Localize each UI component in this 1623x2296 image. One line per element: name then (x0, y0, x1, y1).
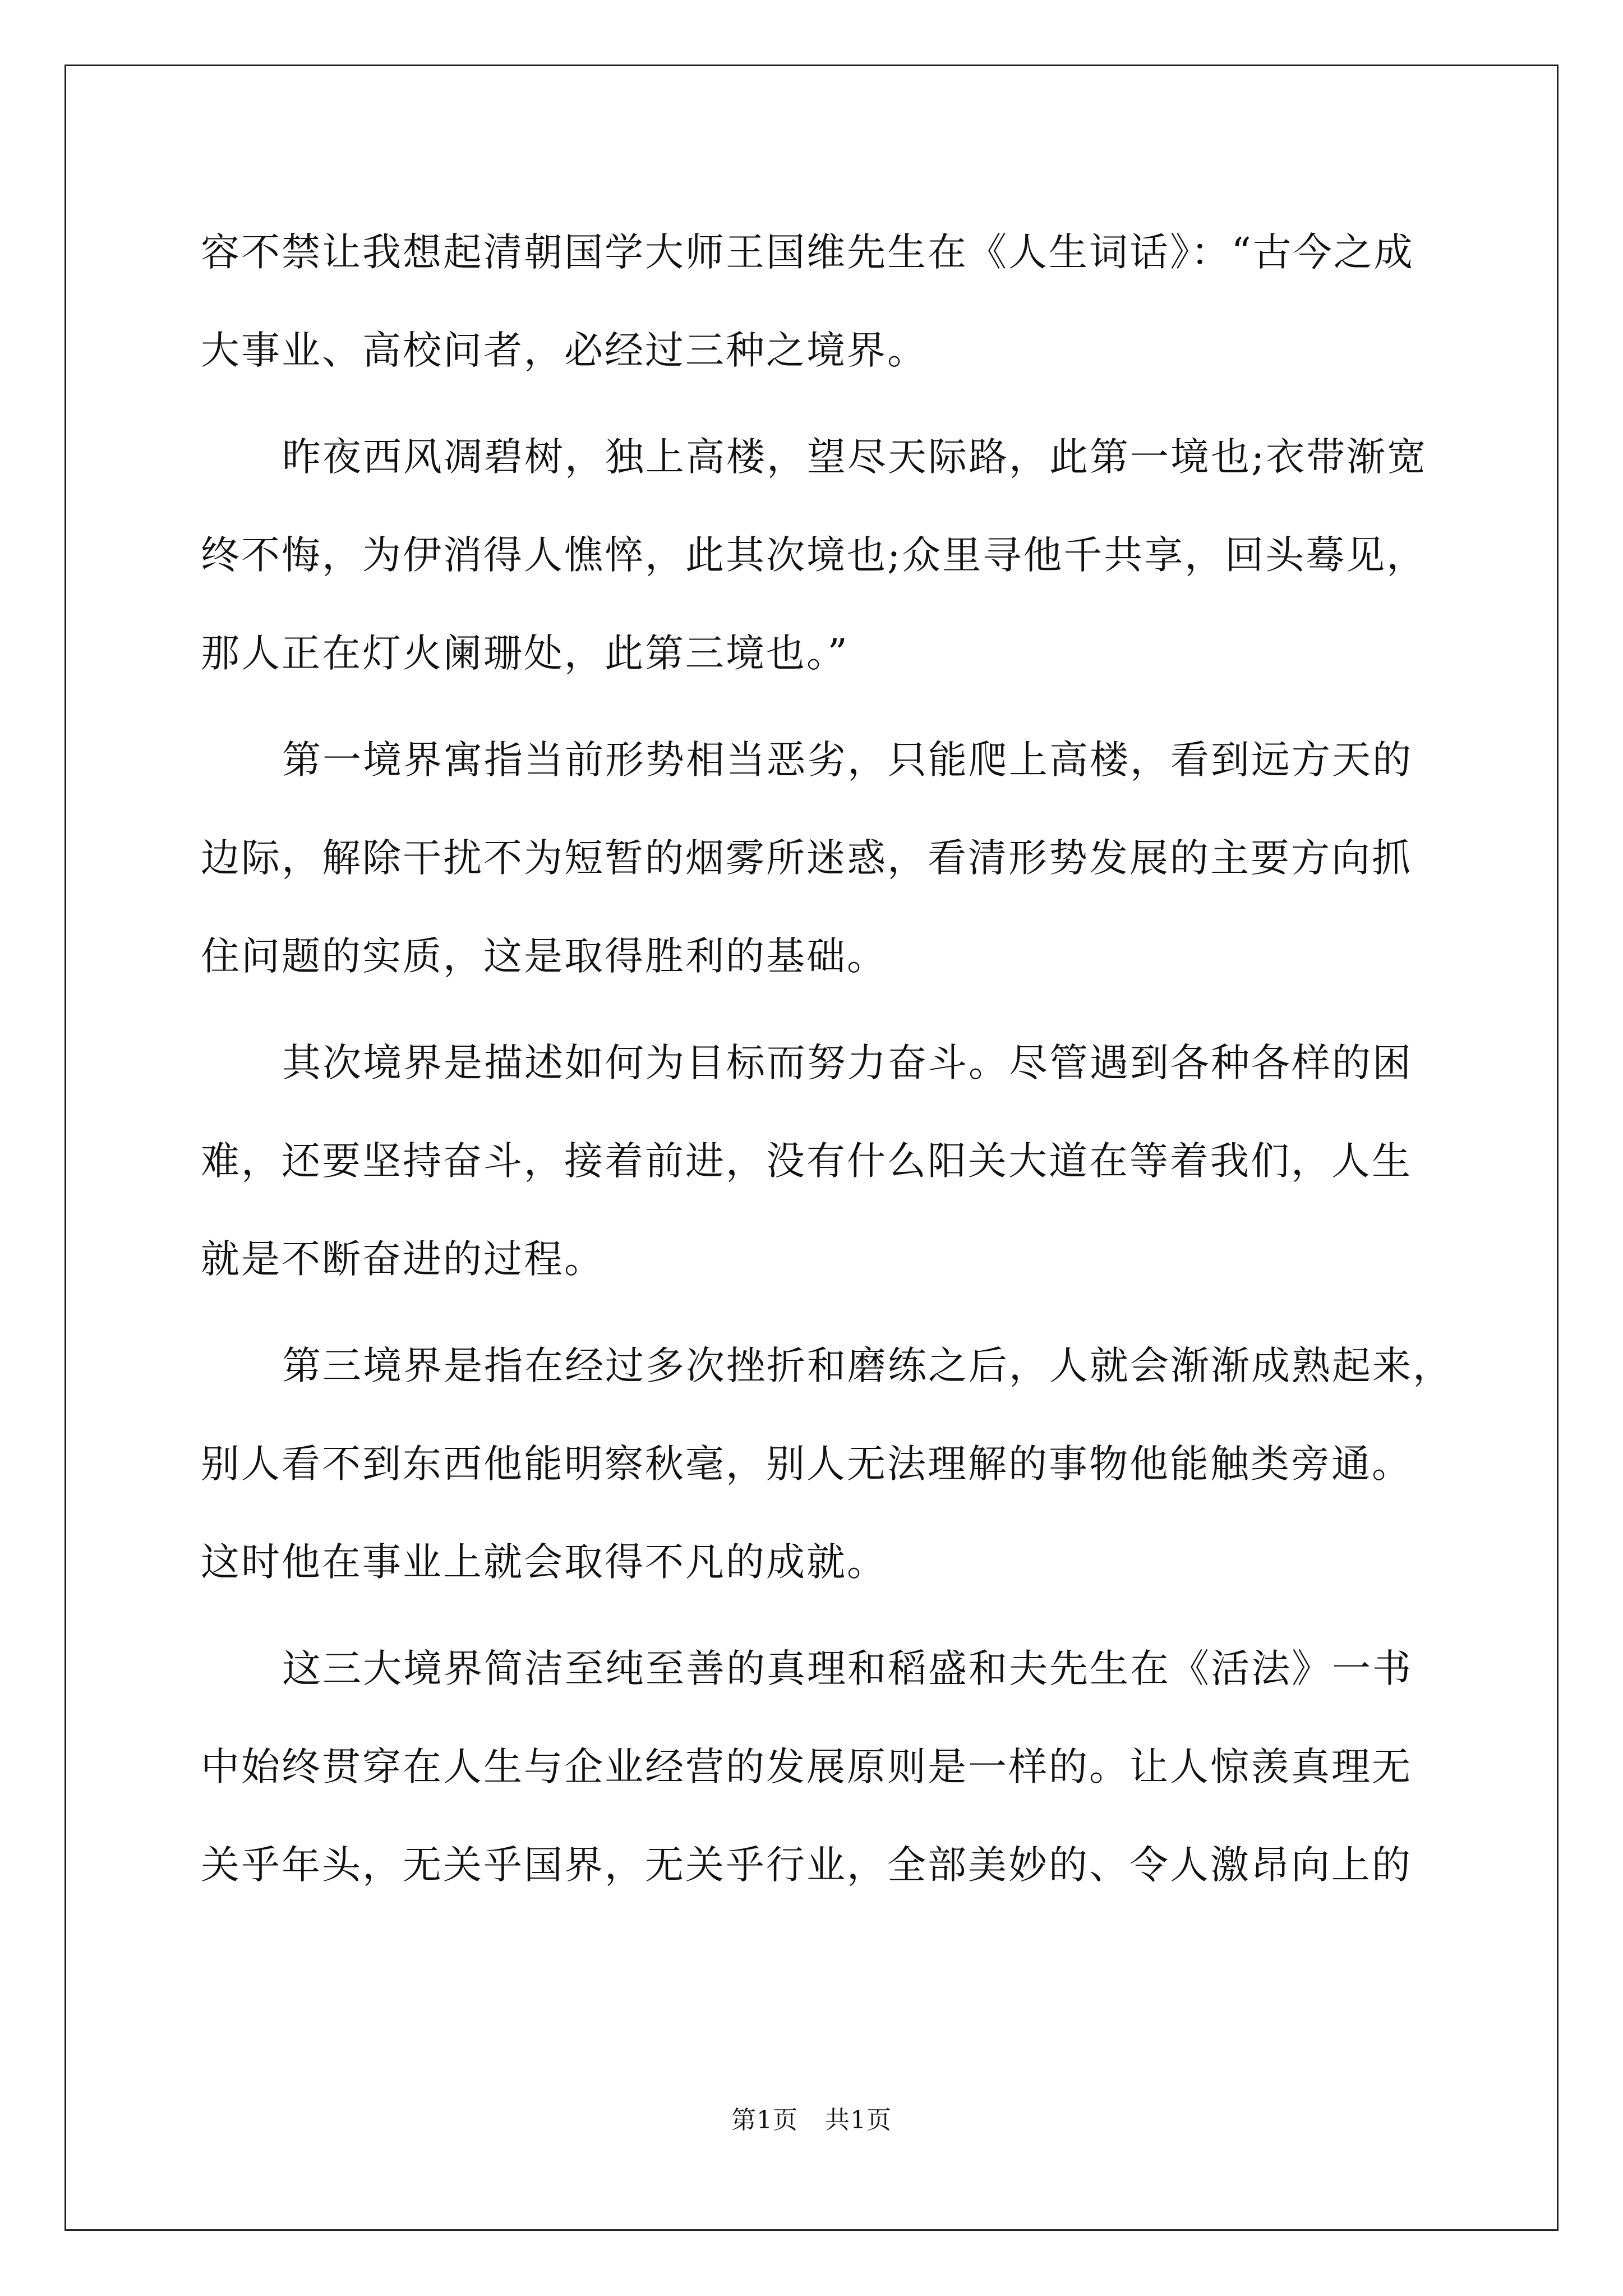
paragraph-start-line: 第一境界寓指当前形势相当恶劣，只能爬上高楼，看到远方天的 (282, 738, 1413, 783)
page-total: 共1页 (825, 2106, 892, 2134)
page-footer (0, 2104, 1623, 2137)
text-line: 别人看不到东西他能明察秋毫，别人无法理解的事物他能触类旁通。 (201, 1442, 1412, 1487)
text-line: 容不禁让我想起清朝国学大师王国维先生在《人生词话》：“古今之成 (201, 230, 1414, 275)
text-line: 大事业、高校问者，必经过三种之境界。 (201, 328, 928, 373)
text-line: 住问题的实质，这是取得胜利的基础。 (201, 934, 887, 979)
text-line: 终不悔，为伊消得人憔悴，此其次境也;众里寻他千共享，回头蓦见， (201, 533, 1427, 578)
text-line: 就是不断奋进的过程。 (201, 1237, 605, 1282)
paragraph-start-line: 这三大境界简洁至纯至善的真理和稻盛和夫先生在《活法》一书 (282, 1646, 1413, 1691)
text-line: 关乎年头，无关乎国界，无关乎行业，全部美妙的、令人激昂向上的 (201, 1843, 1412, 1888)
paragraph-start-line: 昨夜西风凋碧树，独上高楼，望尽天际路，此第一境也;衣带渐宽 (282, 435, 1428, 480)
text-line: 那人正在灯火阑珊处，此第三境也。” (201, 631, 849, 676)
paragraph-start-line: 第三境界是指在经过多次挫折和磨练之后，人就会渐渐成熟起来， (282, 1343, 1453, 1388)
text-line: 难，还要坚持奋斗，接着前进，没有什么阳关大道在等着我们，人生 (201, 1139, 1412, 1184)
text-line: 边际，解除干扰不为短暂的烟雾所迷惑，看清形势发展的主要方向抓 (201, 836, 1412, 881)
paragraph-start-line: 其次境界是描述如何为目标而努力奋斗。尽管遇到各种各样的困 (282, 1041, 1413, 1085)
text-line: 这时他在事业上就会取得不凡的成就。 (201, 1540, 887, 1585)
page-number: 第1页 (731, 2106, 798, 2134)
document-body (201, 219, 1453, 1930)
text-line: 中始终贯穿在人生与企业经营的发展原则是一样的。让人惊羡真理无 (201, 1745, 1412, 1789)
